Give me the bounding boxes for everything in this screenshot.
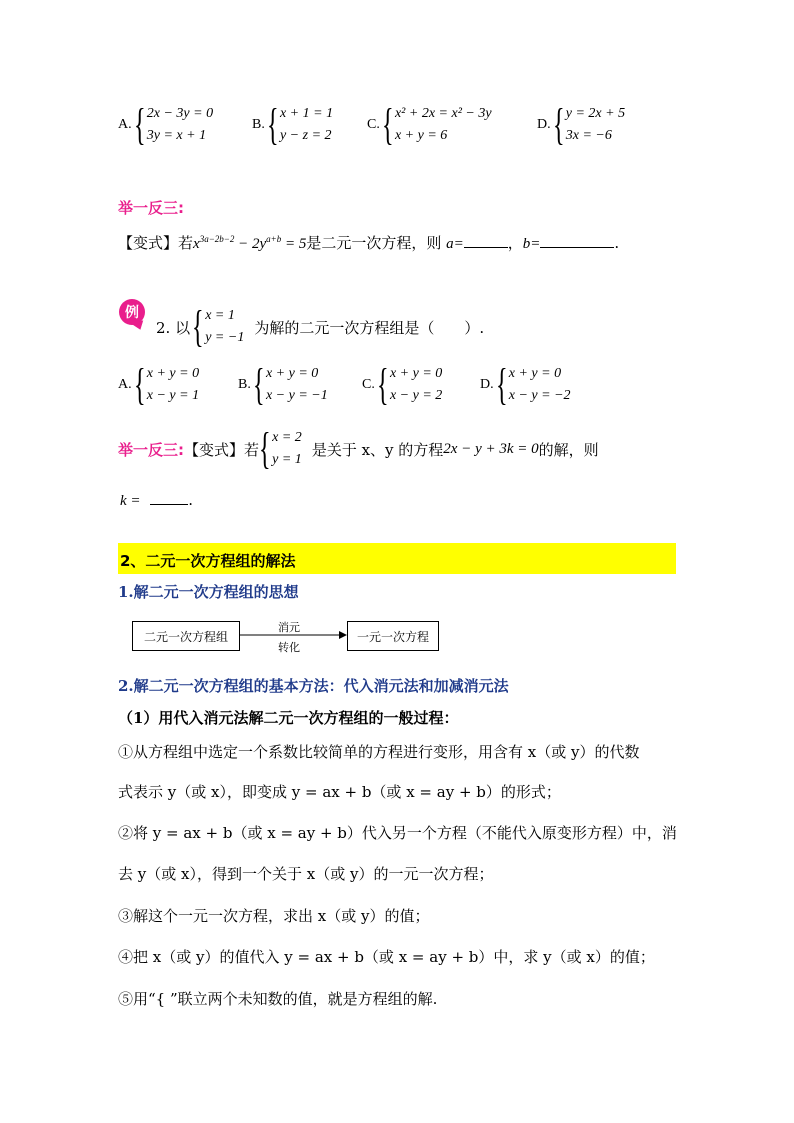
step-line-5: ③解这个一元一次方程，求出 x（或 y）的值； bbox=[118, 907, 430, 925]
equation: x² + 2x = x² − 3y bbox=[394, 106, 492, 121]
option-label: A. bbox=[118, 117, 132, 132]
brace-icon: { bbox=[266, 100, 279, 149]
brace-icon: { bbox=[495, 360, 508, 409]
answer-blank-a[interactable] bbox=[464, 233, 508, 248]
brace-icon: { bbox=[252, 360, 265, 409]
q2-option-a: A. { x + y = 0 x − y = 1 bbox=[118, 360, 200, 409]
step-line-2: 式表示 y（或 x），即变成 y = ax + b（或 x = ay + b）的形式； bbox=[118, 783, 561, 801]
section-title: 2、二元一次方程组的解法 bbox=[120, 552, 296, 570]
q1-option-b bbox=[252, 100, 334, 149]
step-line-3: ②将 y = ax + b（或 x = ay + b）代入另一个方程（不能代入原变形方程）中，消 bbox=[118, 824, 677, 842]
step-line-1: ①从方程组中选定一个系数比较简单的方程进行变形，用含有 x（或 y）的代数 bbox=[118, 743, 640, 761]
brace-icon: { bbox=[552, 100, 565, 149]
answer-blank-k[interactable] bbox=[150, 490, 188, 505]
subheading-1: 1.解二元一次方程组的思想 bbox=[118, 583, 299, 601]
option-label: B. bbox=[252, 117, 265, 132]
equation: y = 2x + 5 bbox=[565, 106, 626, 121]
equation: x + y = 6 bbox=[394, 128, 448, 143]
option-label: C. bbox=[367, 117, 380, 132]
practice-heading: 举一反三: bbox=[118, 199, 184, 217]
box-univariate-equation: 一元一次方程 bbox=[347, 621, 439, 651]
answer-blank-b[interactable] bbox=[540, 233, 614, 248]
step-line-4: 去 y（或 x），得到一个关于 x（或 y）的一元一次方程； bbox=[118, 865, 494, 883]
brace-icon: { bbox=[192, 302, 204, 351]
equation: 3x = −6 bbox=[565, 128, 612, 143]
q1-option-c bbox=[367, 100, 492, 149]
example2-question: 2. 以 { x = 1 y = −1 为解的二元一次方程组是（ ）. bbox=[156, 302, 485, 351]
subheading-2: 2.解二元一次方程组的基本方法：代入消元法和加减消元法 bbox=[118, 677, 509, 695]
brace-icon: { bbox=[376, 360, 389, 409]
q2-option-b: B. { x + y = 0 x − y = −1 bbox=[238, 360, 328, 409]
q1-option-a bbox=[118, 100, 214, 149]
q2-option-c: C. { x + y = 0 x − y = 2 bbox=[362, 360, 443, 409]
subheading-3: （1）用代入消元法解二元一次方程组的一般过程： bbox=[118, 709, 459, 727]
practice-variant-2: 举一反三: 【变式】若 { x = 2 y = 1 是关于 x、y 的方程 2x − y + 3k = 0 的解，则 bbox=[118, 424, 599, 473]
practice-k-line: k = . bbox=[120, 491, 194, 509]
brace-icon: { bbox=[133, 360, 146, 409]
brace-icon: { bbox=[133, 100, 146, 149]
equation: y − z = 2 bbox=[279, 128, 332, 143]
arrow-bottom-label: 转化 bbox=[278, 641, 300, 654]
equation: x + 1 = 1 bbox=[279, 106, 334, 121]
arrow-top-label: 消元 bbox=[278, 621, 300, 634]
practice-variant-1: 【变式】若$x^{3a-2b-2} - 2y^{a+b} = 5$是二元一次方程，则 a= ，b= . bbox=[118, 234, 620, 252]
brace-icon: { bbox=[259, 424, 271, 473]
q2-option-d: D. { x + y = 0 x − y = −2 bbox=[480, 360, 571, 409]
step-line-7: ⑤用“{ ”联立两个未知数的值，就是方程组的解. bbox=[118, 990, 438, 1008]
box-bivariate-system: 二元一次方程组 bbox=[132, 621, 240, 651]
brace-icon: { bbox=[381, 100, 394, 149]
example-badge-icon: 例 bbox=[119, 299, 145, 325]
equation: 3y = x + 1 bbox=[146, 128, 207, 143]
equation: 2x − 3y = 0 bbox=[146, 106, 214, 121]
option-label: D. bbox=[537, 117, 551, 132]
q1-option-d bbox=[537, 100, 626, 149]
step-line-6: ④把 x（或 y）的值代入 y = ax + b（或 x = ay + b）中，求 y（或 x）的值； bbox=[118, 948, 655, 966]
